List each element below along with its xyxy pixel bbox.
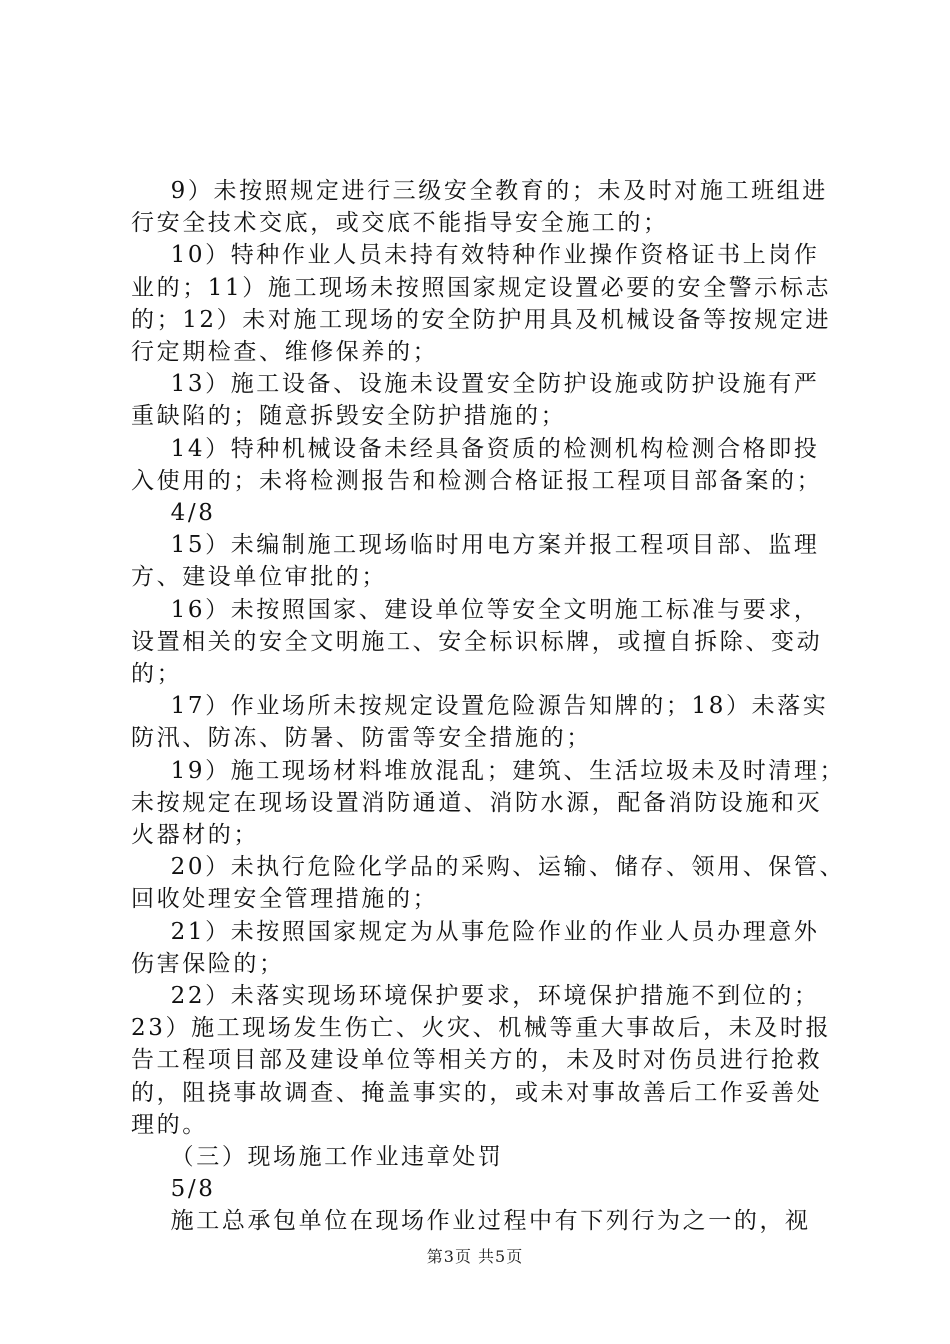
text-line: 10）特种作业人员未持有效特种作业操作资格证书上岗作 xyxy=(131,242,820,269)
text-line: 施工总承包单位在现场作业过程中有下列行为之一的，视 xyxy=(131,1208,811,1235)
text-line: 防汛、防冻、防暑、防雷等安全措施的； xyxy=(131,725,592,752)
text-line: 未按规定在现场设置消防通道、消防水源，配备消防设施和灭 xyxy=(131,789,823,816)
text-line: 的； xyxy=(131,661,183,687)
text-line: 设置相关的安全文明施工、安全标识标牌，或擅自拆除、变动 xyxy=(131,628,823,655)
text-line: 火器材的； xyxy=(131,822,259,848)
text-line: 回收处理安全管理措施的； xyxy=(131,886,439,913)
text-line: 5/8 xyxy=(131,1176,216,1203)
text-line: 行安全技术交底，或交底不能指导安全施工的； xyxy=(131,210,669,237)
text-line: 15）未编制施工现场临时用电方案并报工程项目部、监理 xyxy=(131,532,820,559)
text-line: 20）未执行危险化学品的采购、运输、储存、领用、保管、 xyxy=(131,854,846,881)
text-line: 伤害保险的； xyxy=(131,950,285,977)
text-line: 方、建设单位审批的； xyxy=(131,564,387,591)
text-line: 13）施工设备、设施未设置安全防护设施或防护设施有严 xyxy=(131,371,820,398)
text-line: 17）作业场所未按规定设置危险源告知牌的；18）未落实 xyxy=(131,693,829,720)
text-line: 22）未落实现场环境保护要求，环境保护措施不到位的； xyxy=(131,983,820,1009)
text-line: 业的；11）施工现场未按照国家规定设置必要的安全警示标志 xyxy=(131,274,832,301)
text-line: 16）未按照国家、建设单位等安全文明施工标准与要求， xyxy=(131,596,820,623)
text-line: 9）未按照规定进行三级安全教育的；未及时对施工班组进 xyxy=(131,178,828,204)
text-line: 的；12）未对施工现场的安全防护用具及机械设备等按规定进 xyxy=(131,306,832,333)
text-line: 23）施工现场发生伤亡、火灾、机械等重大事故后，未及时报 xyxy=(131,1015,832,1042)
text-line: 入使用的；未将检测报告和检测合格证报工程项目部备案的； xyxy=(131,467,823,494)
text-line: 行定期检查、维修保养的； xyxy=(131,339,439,365)
text-line: 14）特种机械设备未经具备资质的检测机构检测合格即投 xyxy=(131,435,820,462)
text-line: 4/8 xyxy=(131,500,216,526)
page-footer: 第3页 共5页 xyxy=(426,1247,524,1266)
text-line: 告工程项目部及建设单位等相关方的，未及时对伤员进行抢救 xyxy=(131,1047,823,1074)
text-line: （三）现场施工作业违章处罚 xyxy=(131,1144,504,1170)
text-line: 19）施工现场材料堆放混乱；建筑、生活垃圾未及时清理； xyxy=(131,757,846,784)
text-line: 理的。 xyxy=(131,1111,208,1138)
text-line: 重缺陷的；随意拆毁安全防护措施的； xyxy=(131,403,567,430)
text-line: 的，阻挠事故调查、掩盖事实的，或未对事故善后工作妥善处 xyxy=(131,1079,823,1106)
text-line: 21）未按照国家规定为从事危险作业的作业人员办理意外 xyxy=(131,918,820,945)
